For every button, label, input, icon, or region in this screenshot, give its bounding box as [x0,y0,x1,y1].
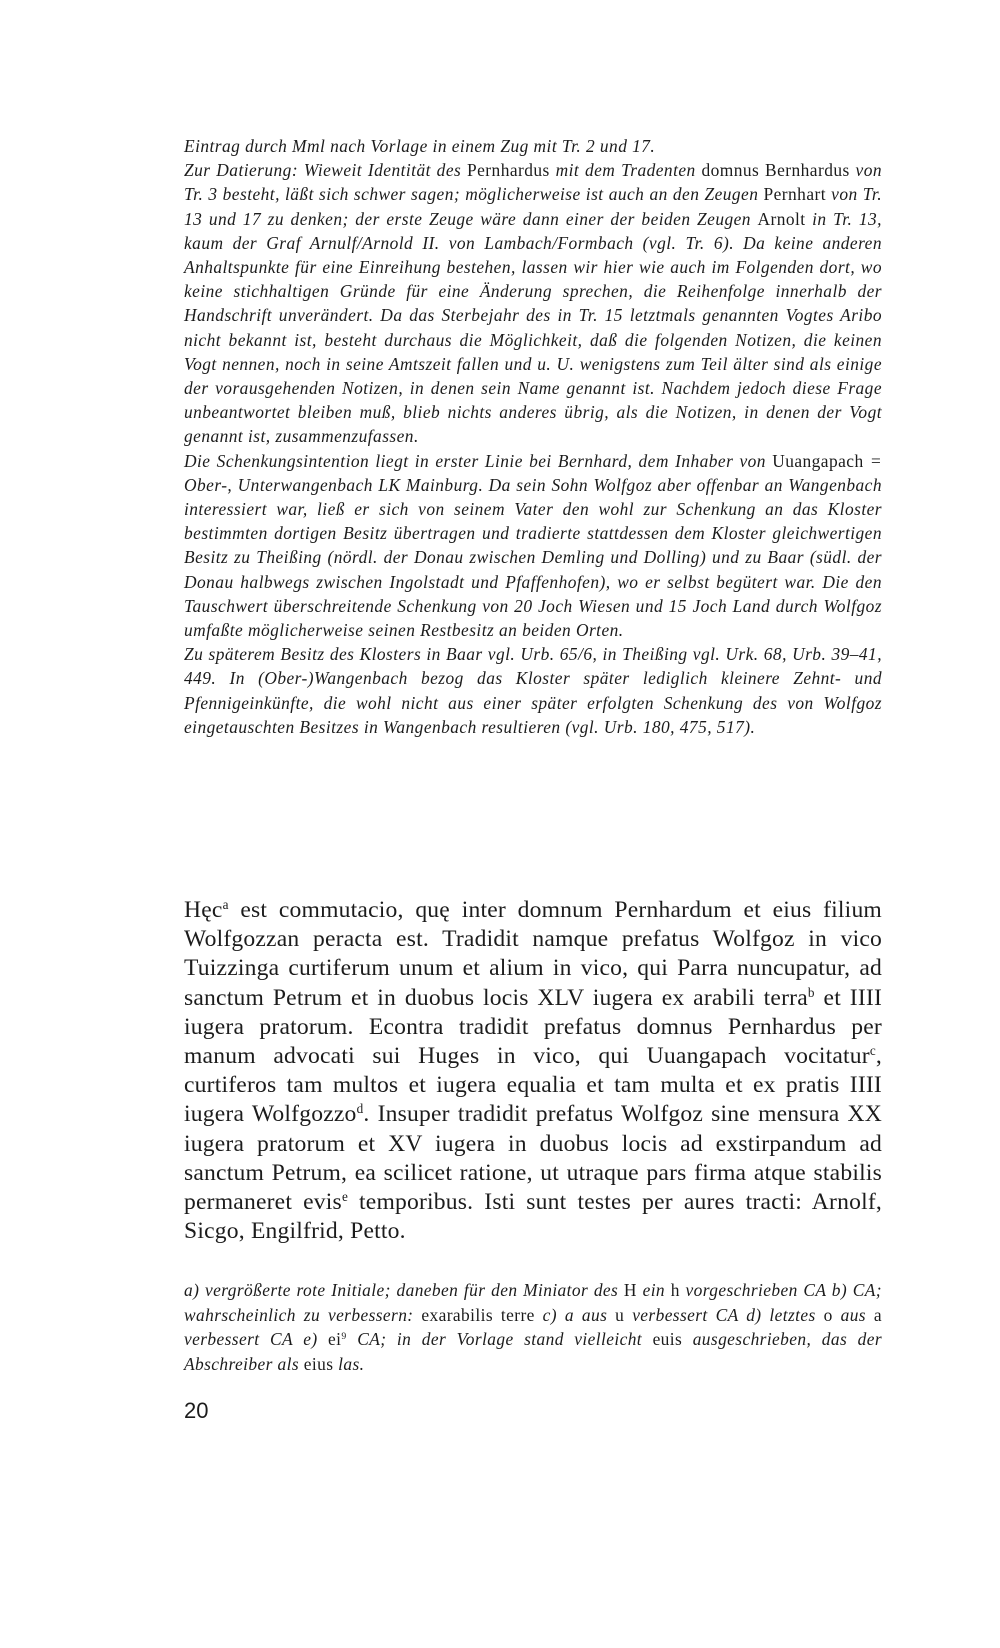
commentary-segment: mit dem Tradenten [549,160,702,181]
note-segment: eius [303,1353,334,1374]
charter-text [184,896,882,1246]
note-segment: vorgeschrieben CA b) CA; wahrscheinlich zu verbessern: [184,1280,882,1325]
commentary-segment: in Tr. 13, kaum der Graf Arnulf/Arnold II. von Lambach/Formbach (vgl. Tr. 6). Da keine anderen Anhaltspunkte für eine Einreihung bestehen, lassen wir hier wie auch im Folgenden dort, wo keine stichhaltigen Gründe für eine Änderung sprechen, die Reihenfolge innerhalb der Handschrift unverändert. Da das Sterbejahr des in Tr. 15 letztmals genannten Vogtes Aribo nicht bekannt ist, besteht durchaus die Möglichkeit, daß die folgenden Notizen, die keinen Vogt nennen, noch in seine Amtszeit fallen und u. U. wenigstens zum Teil älter sind als einige der vorausgehenden Notizen, in denen sein Name genannt ist. Nachdem jedoch diese Frage unbeantwortet bleiben muß, blieb nichts anderes übrig, als die Notizen, in denen der Vogt genannt ist, zusammenzufassen. [184,208,882,447]
commentary-segment: Pernhardus [467,160,550,181]
note-superscript: 9 [341,1331,347,1343]
commentary-segment: Die Schenkungsintention liegt in erster Linie bei Bernhard, dem Inhaber von [184,450,773,471]
note-segment: H [623,1280,637,1300]
charter-segment: . Insuper tradidit prefatus Wolfgoz sine mensura XX iugera pratorum et XV iugera in duobus locis ad exstirpandum ad sanctum Petrum, ea scilicet ratione, ut utraque pars firma atque stabilis permaneret evis [184,1101,882,1216]
commentary-segment: von Tr. 13 und 17 zu denken; der erste Zeuge wäre dann einer der beiden Zeugen [184,184,882,229]
footnote-marker-d: d [356,1101,364,1117]
note-segment: ausgeschrieben, das der Abschreiber als [184,1329,883,1374]
commentary-segment: Zur Datierung: Wieweit Identität des [184,160,468,181]
note-segment: verbessert CA d) letztes [624,1304,824,1325]
note-segment: u [615,1304,625,1325]
commentary-paragraph [184,642,882,739]
commentary-paragraph [184,158,882,448]
note-segment: verbessert CA e) [184,1329,329,1350]
charter-segment: temporibus. Isti sunt testes per aures tracti: Arnolf, Sicgo, Engilfrid, Petto. [184,1189,882,1245]
commentary-segment: = Ober-, Unterwangenbach LK Mainburg. Da sein Sohn Wolfgoz aber offenbar an Wangenbach interessiert war, ließ er sich von seinem Vater den wohl zur Schenkung an das Kloster bestimmten dortigen Besitz übertragen und tradierte stattdessen dem Kloster gleichwertigen Besitz zu Theißing (nördl. der Donau zwischen Demling und Dolling) und zu Baar (südl. der Donau halbwegs zwischen Ingolstadt und Pfaffenhofen), wo er selbst begütert war. Die den Tauschwert überschreitende Schenkung von 20 Joch Wiesen und 15 Joch Land durch Wolfgoz umfaßte möglicherweise seinen Restbesitz an beiden Orten. [184,450,883,641]
note-segment: o [823,1304,833,1325]
charter-paragraph [184,896,882,1246]
footnote-marker-c: c [869,1042,876,1058]
footnote-marker-e: e [341,1188,348,1204]
commentary-segment: Eintrag durch Mml nach Vorlage in einem Zug mit Tr. 2 und 17. [184,136,656,156]
note-segment: a) vergrößerte rote Initiale; daneben für den Miniator des [184,1280,624,1300]
note-segment: CA; in der Vorlage stand vielleicht [346,1329,653,1350]
note-segment: exarabilis terre [421,1304,535,1325]
note-segment: c) a aus [534,1304,616,1325]
footnote-marker-a: a [222,896,229,912]
charter-segment: et IIII iugera pratorum. Econtra tradidit prefatus domnus Pernhardus per manum advocati sui Huges in vico, qui Uuangapach vocitatur [184,984,882,1070]
commentary-block [184,134,882,739]
charter-segment: est commutacio, quę inter domnum Pernhardum et eius filium Wolfgozzan peracta est. Tradidit namque prefatus Wolfgoz in vico Tuizzinga curtiferum unum et alium in vico, qui Parra nuncupatur, ad sanctum Petrum et in duobus locis XLV iugera ex arabili terra [184,897,882,1011]
note-segment: a [873,1304,882,1325]
page-number: 20 [184,1398,209,1423]
note-segment: h [670,1280,680,1300]
note-segment: ei [328,1329,342,1350]
charter-segment: , curtiferos tam multos et iugera equalia et tam multa et ex pratis IIII iugera Wolfgozzo [184,1043,882,1128]
commentary-segment: von Tr. 3 besteht, läßt sich schwer sagen; möglicherweise ist auch an den Zeugen [184,160,883,205]
commentary-segment: Arnolt [757,208,806,229]
note-segment: las. [333,1353,365,1374]
charter-segment: Hęc [184,897,223,923]
commentary-segment: Uuangapach [772,450,864,471]
commentary-segment: Zu späterem Besitz des Klosters in Baar vgl. Urb. 65/6, in Theißing vgl. Urk. 68, Urb. 39–41, 449. In (Ober-)Wangenbach bezog das Kloster später lediglich kleinere Zehnt- und Pfennigeinkünfte, die wohl nicht aus einer später erfolgten Schenkung des von Wolfgoz eingetauschten Besitzes in Wangenbach resultieren (vgl. Urb. 180, 475, 517). [184,644,882,737]
apparatus-notes [184,1278,882,1376]
note-segment: aus [832,1304,874,1325]
commentary-paragraph [184,449,882,643]
apparatus-paragraph [184,1278,882,1376]
commentary-segment: domnus Bernhardus [701,160,850,181]
commentary-paragraph [184,134,882,158]
footnote-marker-b: b [807,984,815,1000]
commentary-segment: Pernhart [763,184,827,205]
note-segment: ein [636,1280,671,1300]
note-segment: euis [652,1329,683,1350]
